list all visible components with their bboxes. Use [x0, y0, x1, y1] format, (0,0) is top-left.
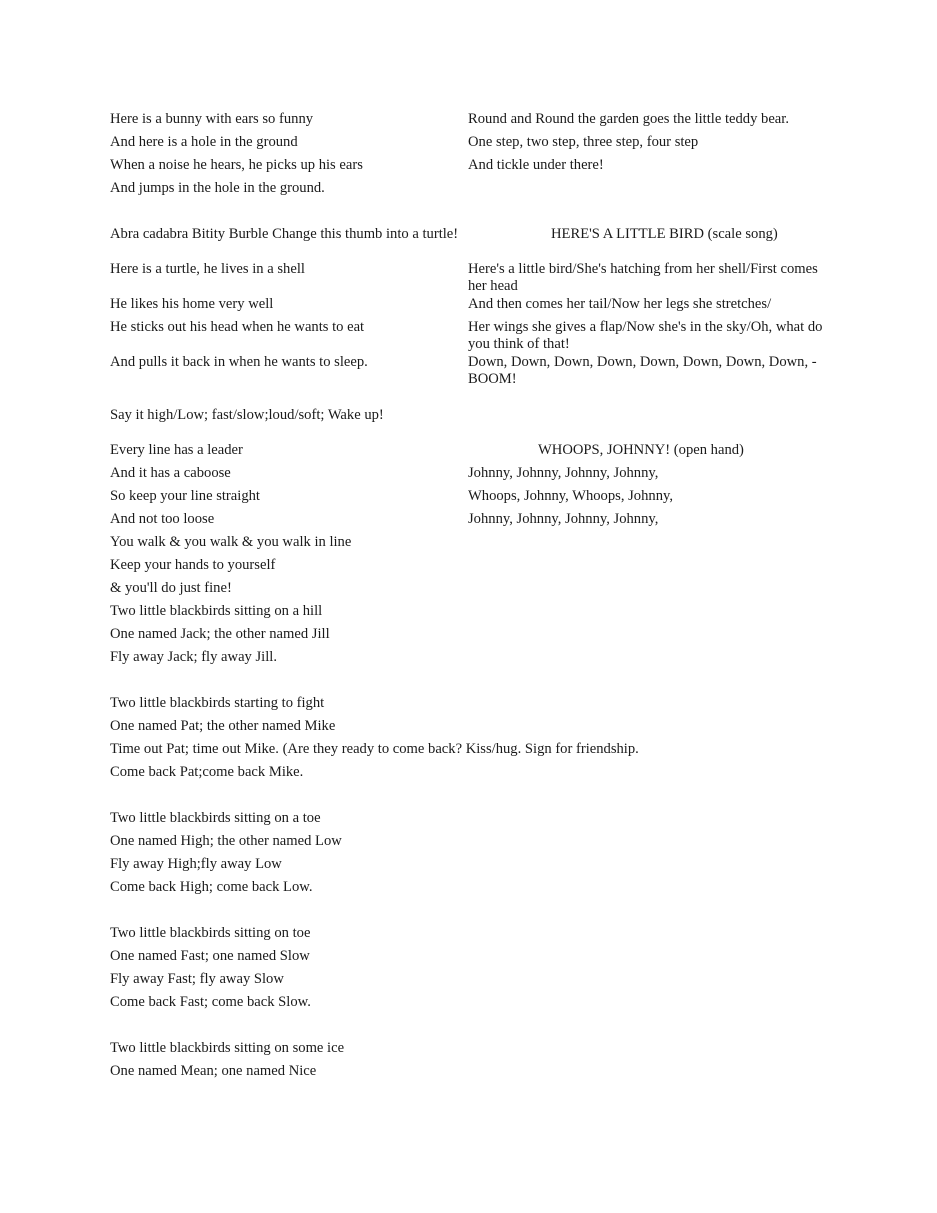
bunny-line: And jumps in the hole in the ground.	[110, 180, 325, 196]
blackbirds-high-low-line: Fly away High;fly away Low	[110, 856, 282, 872]
bunny-line: Here is a bunny with ears so funny	[110, 111, 314, 127]
blackbirds-fast-slow-line: Two little blackbirds sitting on toe	[110, 925, 311, 941]
blackbirds-fast-slow-line: Come back Fast; come back Slow.	[110, 994, 311, 1010]
line-leader-line: Every line has a leader	[110, 442, 243, 458]
whoops-johnny-line: Johnny, Johnny, Johnny, Johnny,	[468, 511, 659, 527]
little-bird-line: Here's a little bird/She's hatching from her shell/First comes her head	[468, 261, 818, 294]
blackbirds-high-low-line: One named High; the other named Low	[110, 833, 342, 849]
line-leader-line: & you'll do just fine!	[110, 580, 232, 596]
little-bird-title: HERE'S A LITTLE BIRD (scale song)	[551, 226, 778, 242]
line-leader-line: So keep your line straight	[110, 488, 260, 504]
turtle-line: Here is a turtle, he lives in a shell	[110, 261, 305, 277]
line-leader-line: You walk & you walk & you walk in line	[110, 534, 352, 550]
whoops-johnny-title: WHOOPS, JOHNNY! (open hand)	[538, 442, 744, 458]
whoops-johnny-line: Whoops, Johnny, Whoops, Johnny,	[468, 488, 673, 504]
blackbirds-high-low-line: Two little blackbirds sitting on a toe	[110, 810, 321, 826]
line-leader-line: Keep your hands to yourself	[110, 557, 276, 573]
turtle-line: And pulls it back in when he wants to sleep.	[110, 354, 368, 370]
blackbirds-fight-line: Two little blackbirds starting to fight	[110, 695, 325, 711]
little-bird-line: And then comes her tail/Now her legs she stretches/	[468, 296, 772, 312]
teddy-line: One step, two step, three step, four step	[468, 134, 699, 150]
blackbirds-fight-line: Come back Pat;come back Mike.	[110, 764, 304, 780]
turtle-line: He likes his home very well	[110, 296, 274, 312]
abra-cadabra-line: Abra cadabra Bitity Burble Change this thumb into a turtle!	[110, 226, 459, 242]
line-leader-line: And not too loose	[110, 511, 215, 527]
blackbirds-high-low-line: Come back High; come back Low.	[110, 879, 313, 895]
blackbirds-fast-slow-line: One named Fast; one named Slow	[110, 948, 310, 964]
blackbirds-fast-slow-line: Fly away Fast; fly away Slow	[110, 971, 284, 987]
teddy-line: And tickle under there!	[468, 157, 604, 173]
bunny-line: And here is a hole in the ground	[110, 134, 298, 150]
little-bird-line: Down, Down, Down, Down, Down, Down, Down, Down, - BOOM!	[468, 354, 817, 387]
line-leader-line: One named Jack; the other named Jill	[110, 626, 330, 642]
line-leader-line: And it has a caboose	[110, 465, 231, 481]
blackbirds-mean-nice-line: Two little blackbirds sitting on some ice	[110, 1040, 345, 1056]
bunny-line: When a noise he hears, he picks up his ears	[110, 157, 363, 173]
teddy-line: Round and Round the garden goes the little teddy bear.	[468, 111, 789, 127]
line-leader-line: Two little blackbirds sitting on a hill	[110, 603, 323, 619]
line-leader-line: Fly away Jack; fly away Jill.	[110, 649, 277, 665]
turtle-line: He sticks out his head when he wants to eat	[110, 319, 365, 335]
blackbirds-fight-line: One named Pat; the other named Mike	[110, 718, 336, 734]
blackbirds-mean-nice-line: One named Mean; one named Nice	[110, 1063, 317, 1079]
blackbirds-fight-line: Time out Pat; time out Mike. (Are they ready to come back? Kiss/hug. Sign for friendship.	[110, 741, 639, 757]
little-bird-line: Her wings she gives a flap/Now she's in the sky/Oh, what do you think of that!	[468, 319, 823, 352]
say-it-line: Say it high/Low; fast/slow;loud/soft; Wake up!	[110, 407, 384, 423]
whoops-johnny-line: Johnny, Johnny, Johnny, Johnny,	[468, 465, 659, 481]
